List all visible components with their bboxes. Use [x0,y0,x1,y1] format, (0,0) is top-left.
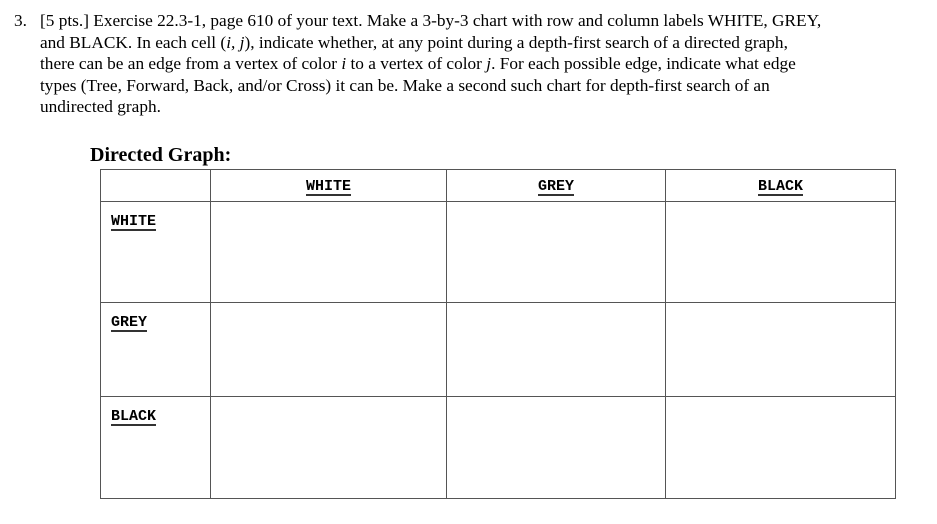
problem-text [40,10,914,118]
problem-line-3a: there can be an edge from a vertex of color [40,54,342,73]
header-row [101,170,896,202]
problem-number: 3. [14,11,27,30]
cell-grey-black[interactable] [666,303,896,396]
cell-grey-grey[interactable] [447,303,666,396]
problem-line-2b: ), indicate whether, at any point during a depth-first search of a directed graph, [244,32,788,52]
column-label: GREY [537,178,574,195]
table-row [101,202,896,303]
row-header-white [101,202,211,303]
row-label: GREY [111,314,148,332]
corner-cell [101,170,211,202]
cell-white-black[interactable] [666,202,896,303]
column-header-black [666,170,896,202]
column-header-white [211,170,447,202]
problem-line-3-i: i [341,54,347,73]
cell-black-grey[interactable] [447,396,666,498]
problem-line-4: types (Tree, Forward, Back, and/or Cross) it can be. Make a second such chart for depth-first search of an [40,75,770,95]
cell-white-white[interactable] [211,202,447,303]
problem-line-3-j: j [486,54,492,73]
directed-graph-chart [100,169,896,499]
problem-line-1: Exercise 22.3-1, page 610 of your text. Make a 3-by-3 chart with row and column labels WHITE, GREY, [93,11,822,30]
column-header-grey [447,170,666,202]
cell-white-grey[interactable] [447,202,666,303]
problem-line-2-ij: i, j [226,32,245,52]
section-title: Directed Graph: [90,144,232,166]
table-row [101,396,896,498]
problem-line-3c: . For each possible edge, indicate what edge [491,54,796,73]
problem-line-2a: and BLACK. In each cell ( [40,32,227,52]
table-row [101,303,896,396]
problem-statement [14,10,914,118]
row-header-black [101,396,211,498]
row-label: BLACK [111,407,157,425]
cell-black-white[interactable] [211,396,447,498]
column-label: BLACK [757,178,803,195]
column-label: WHITE [305,178,351,195]
cell-black-black[interactable] [666,396,896,498]
cell-grey-white[interactable] [211,303,447,396]
problem-line-5: undirected graph. [40,97,161,116]
row-header-grey [101,303,211,396]
problem-line-3b: to a vertex of color [346,54,487,73]
row-label: WHITE [111,213,157,231]
problem-points: [5 pts.] [40,11,89,30]
